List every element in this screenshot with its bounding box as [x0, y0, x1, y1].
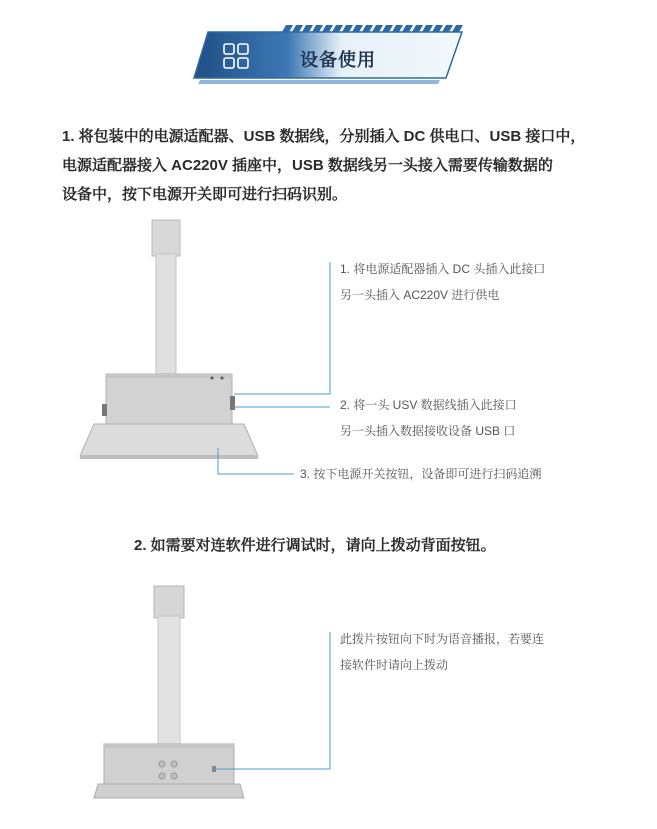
annotation-power-switch: 3. 按下电源开关按钮，设备即可进行扫码追溯 [300, 467, 542, 481]
intro-line: 设备中，按下电源开关即可进行扫码识别。 [62, 186, 348, 203]
device-diagram-front [0, 210, 657, 490]
intro-line: 电源适配器接入 AC220V 插座中，USB 数据线另一头接入需要传输数据的 [62, 157, 553, 174]
section2-heading: 2. 如需要对连软件进行调试时，请向上拨动背面按钮。 [134, 537, 496, 554]
intro-line: 1. 将包装中的电源适配器、USB 数据线，分别插入 DC 供电口、USB 接口中， [62, 128, 586, 145]
stripe-decoration [282, 25, 463, 32]
device-diagram-back [0, 580, 657, 825]
annotation-usb-port: 2. 将一头 USV 数据线插入此接口 另一头插入数据接收设备 USB 口 [340, 398, 517, 438]
toggle-switch [212, 766, 216, 772]
section-title: 设备使用 [300, 50, 376, 70]
annotation-power-port: 1. 将电源适配器插入 DC 头插入此接口 另一头插入 AC220V 进行供电 [340, 262, 546, 302]
annotation-toggle: 此拨片按钮向下时为语音播报，若要连 接软件时请向上拨动 [340, 632, 545, 672]
intro-paragraph [62, 122, 602, 209]
